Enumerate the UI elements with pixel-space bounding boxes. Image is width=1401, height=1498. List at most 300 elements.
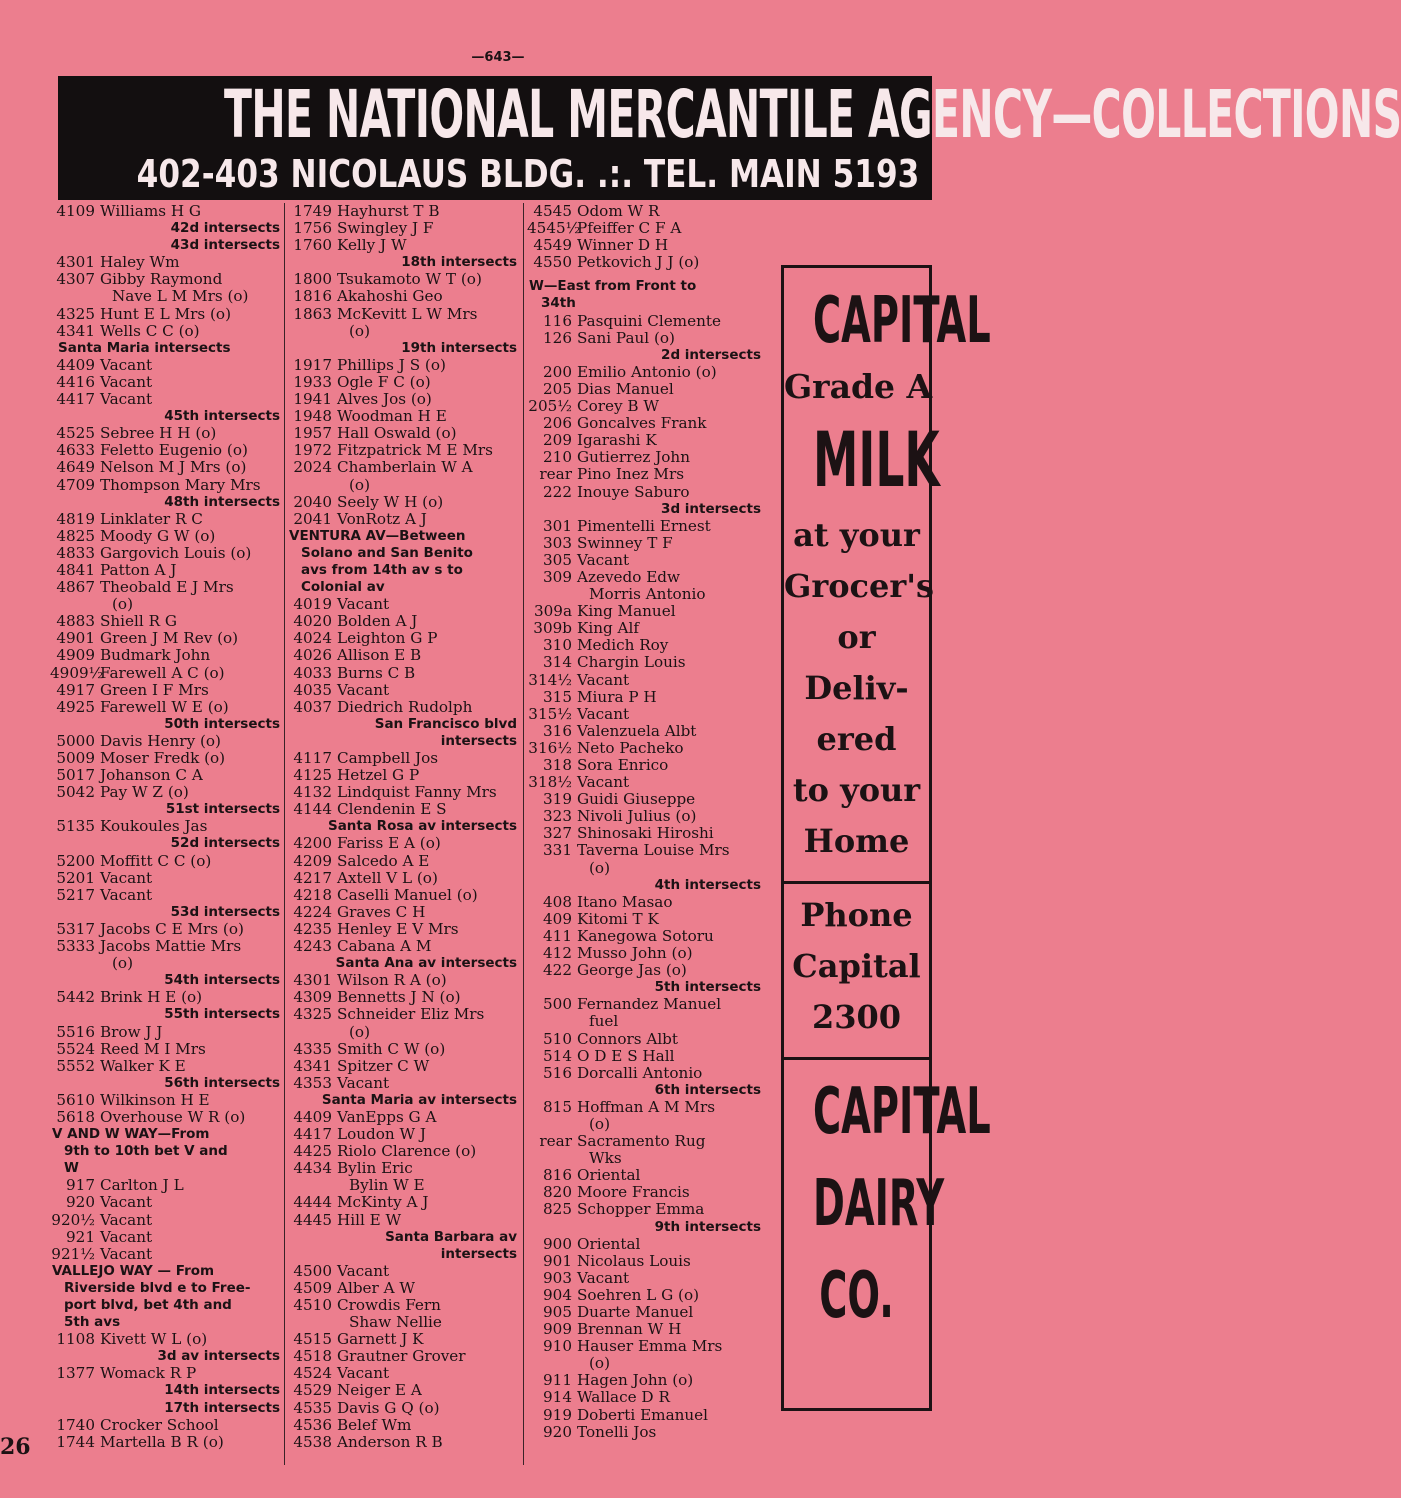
house-number: 4235 <box>293 919 332 938</box>
ad-phone-number: 2300 <box>811 998 902 1036</box>
house-number: 314½ <box>528 670 572 689</box>
house-number: 5552 <box>56 1056 95 1075</box>
resident-name: Bylin Eric <box>337 1159 413 1178</box>
directory-entry <box>287 1331 519 1348</box>
directory-entry <box>287 989 519 1006</box>
directory-entry <box>287 1041 519 1058</box>
resident-name: Loudon W J <box>337 1125 427 1144</box>
resident-name: Seely W H (o) <box>337 492 444 511</box>
directory-entry <box>50 767 282 784</box>
directory-entry <box>527 757 763 774</box>
resident-name: Linklater R C <box>100 509 203 528</box>
house-number: 4536 <box>293 1415 332 1434</box>
directory-entry <box>527 1338 763 1355</box>
directory-entry <box>527 996 763 1013</box>
intersection-label: 51st intersects <box>165 801 280 818</box>
house-number: 4218 <box>293 885 332 904</box>
directory-entry <box>527 203 763 220</box>
directory-entry <box>287 1058 519 1075</box>
house-number: 5000 <box>56 731 95 750</box>
directory-entry <box>50 459 282 476</box>
ad-divider <box>784 1057 929 1060</box>
ad-dairy-line: CO. <box>819 1259 894 1333</box>
directory-entry <box>287 613 519 630</box>
resident-name: (o) <box>349 475 370 494</box>
directory-entry <box>50 203 282 220</box>
resident-name: McKevitt L W Mrs <box>337 304 478 323</box>
directory-entry <box>50 425 282 442</box>
ad-dairy-line: CAPITAL <box>813 1075 991 1149</box>
house-number: 1948 <box>293 407 332 426</box>
resident-name: Lindquist Fanny Mrs <box>337 783 497 802</box>
directory-entry <box>50 733 282 750</box>
resident-name: Valenzuela Albt <box>577 721 697 740</box>
directory-entry <box>50 955 282 972</box>
house-number: 1377 <box>56 1364 95 1383</box>
resident-name: King Manuel <box>577 602 676 621</box>
resident-name: Pfeiffer C F A <box>577 219 682 238</box>
directory-entry <box>50 750 282 767</box>
resident-name: Miura P H <box>577 687 657 706</box>
column-rule <box>284 203 285 1465</box>
house-number: 4425 <box>293 1142 332 1161</box>
house-number: 318½ <box>528 773 572 792</box>
resident-name: Reed M I Mrs <box>100 1039 206 1058</box>
street-heading: port blvd, bet 4th and <box>64 1297 232 1313</box>
directory-entry <box>287 1434 519 1451</box>
house-number: 4417 <box>293 1125 332 1144</box>
house-number: 4033 <box>293 663 332 682</box>
house-number: 331 <box>543 841 572 860</box>
house-number: 2040 <box>293 492 332 511</box>
directory-entry <box>287 1126 519 1143</box>
directory-entry <box>527 535 763 552</box>
resident-name: Musso John (o) <box>577 944 693 963</box>
directory-entry <box>527 1013 763 1030</box>
house-number: 4819 <box>56 509 95 528</box>
house-number: 920 <box>543 1422 572 1441</box>
resident-name: fuel <box>589 1012 619 1031</box>
resident-name: Brink H E (o) <box>100 988 203 1007</box>
resident-name: Thompson Mary Mrs <box>100 475 261 494</box>
house-number <box>287 1314 337 1331</box>
resident-name: Feletto Eugenio (o) <box>100 441 248 460</box>
resident-name: Tsukamoto W T (o) <box>337 270 482 289</box>
house-number: 911 <box>543 1371 572 1390</box>
house-number: 4301 <box>293 971 332 990</box>
directory-entry <box>527 689 763 706</box>
resident-name: Doberti Emanuel <box>577 1405 709 1424</box>
directory-entry <box>287 425 519 442</box>
resident-name: Kivett W L (o) <box>100 1330 208 1349</box>
resident-name: Nivoli Julius (o) <box>577 807 697 826</box>
house-number: 921 <box>66 1227 95 1246</box>
directory-entry <box>527 484 763 501</box>
house-number: 408 <box>543 892 572 911</box>
directory-entry <box>50 1092 282 1109</box>
house-number: 5201 <box>56 868 95 887</box>
ad-line: at your <box>793 516 920 554</box>
directory-column-1 <box>50 203 282 1451</box>
house-number: 305 <box>543 550 572 569</box>
directory-entry <box>527 1116 763 1133</box>
directory-entry <box>527 1287 763 1304</box>
house-number: 4518 <box>293 1347 332 1366</box>
house-number: 303 <box>543 533 572 552</box>
resident-name: Koukoules Jas <box>100 817 208 836</box>
resident-name: Overhouse W R (o) <box>100 1107 246 1126</box>
directory-entry <box>287 494 519 511</box>
directory-entry <box>527 586 763 603</box>
edge-page-number: 26 <box>0 1434 31 1460</box>
capital-dairy-advertisement <box>781 265 991 1411</box>
resident-name: Vacant <box>337 1364 390 1383</box>
house-number: 4037 <box>293 697 332 716</box>
house-number: 4353 <box>293 1073 332 1092</box>
directory-entry <box>527 1167 763 1184</box>
directory-entry <box>287 1177 519 1194</box>
house-number <box>287 1024 337 1041</box>
house-number: 4633 <box>56 441 95 460</box>
resident-name: Vacant <box>100 1244 153 1263</box>
ad-line: or <box>837 618 876 656</box>
intersection-label: 3d av intersects <box>157 1348 280 1365</box>
directory-entry <box>50 1417 282 1434</box>
house-number: 4209 <box>293 851 332 870</box>
resident-name: Davis Henry (o) <box>100 731 221 750</box>
intersection-label: 43d intersects <box>170 237 280 254</box>
house-number: 4035 <box>293 680 332 699</box>
directory-entry <box>287 1024 519 1041</box>
house-number: 1740 <box>56 1415 95 1434</box>
house-number: rear <box>539 1132 572 1151</box>
resident-name: Patton A J <box>100 560 177 579</box>
house-number: 5217 <box>56 885 95 904</box>
house-number: 4524 <box>293 1364 332 1383</box>
directory-entry <box>287 1194 519 1211</box>
house-number <box>50 596 100 613</box>
house-number: 4409 <box>56 355 95 374</box>
resident-name: Riolo Clarence (o) <box>337 1142 477 1161</box>
directory-entry <box>527 398 763 415</box>
house-number: 1957 <box>293 424 332 443</box>
intersection-label: 9th intersects <box>654 1218 761 1235</box>
directory-entry <box>527 654 763 671</box>
resident-name: (o) <box>349 1022 370 1041</box>
house-number: 1800 <box>293 270 332 289</box>
resident-name: Gibby Raymond <box>100 270 223 289</box>
house-number: 411 <box>543 926 572 945</box>
intersection-label: 45th intersects <box>164 408 280 425</box>
directory-entry <box>287 1400 519 1417</box>
ad-line: Home <box>803 822 910 860</box>
house-number: 5516 <box>56 1022 95 1041</box>
resident-name: Salcedo A E <box>337 851 430 870</box>
directory-entry <box>527 1236 763 1253</box>
resident-name: Gargovich Louis (o) <box>100 543 252 562</box>
resident-name: Shaw Nellie <box>349 1313 442 1332</box>
directory-entry <box>527 860 763 877</box>
intersection-label: 2d intersects <box>661 346 761 363</box>
house-number: 314 <box>543 653 572 672</box>
directory-entry <box>287 442 519 459</box>
resident-name: Vacant <box>100 1193 153 1212</box>
resident-name: Ogle F C (o) <box>337 372 431 391</box>
house-number <box>527 1116 577 1133</box>
directory-entry <box>527 569 763 586</box>
house-number: 4901 <box>56 629 95 648</box>
resident-name: Soehren L G (o) <box>577 1285 700 1304</box>
directory-entry <box>287 477 519 494</box>
house-number: 4545 <box>533 202 572 220</box>
house-number: 323 <box>543 807 572 826</box>
directory-entry <box>527 364 763 381</box>
house-number: 1756 <box>293 219 332 238</box>
resident-name: Bolden A J <box>337 612 418 631</box>
house-number: 205½ <box>528 397 572 416</box>
house-number: 2024 <box>293 458 332 477</box>
directory-entry <box>527 330 763 347</box>
resident-name: Kelly J W <box>337 236 407 255</box>
directory-entry <box>527 1321 763 1338</box>
house-number: 4417 <box>56 390 95 409</box>
resident-name: Haley Wm <box>100 253 180 272</box>
directory-entry <box>527 1304 763 1321</box>
directory-entry <box>527 1065 763 1082</box>
directory-column-3 <box>527 203 763 1441</box>
directory-entry <box>287 682 519 699</box>
resident-name: Sora Enrico <box>577 756 669 774</box>
resident-name: Chamberlain W A <box>337 458 473 477</box>
house-number <box>287 1177 337 1194</box>
house-number: 4434 <box>293 1159 332 1178</box>
directory-entry <box>50 288 282 305</box>
directory-entry <box>527 842 763 859</box>
directory-entry <box>287 203 519 220</box>
directory-entry <box>287 1263 519 1280</box>
ad-line: ered <box>816 720 897 758</box>
resident-name: Green I F Mrs <box>100 680 209 699</box>
resident-name: Inouye Saburo <box>577 482 690 501</box>
resident-name: Sacramento Rug <box>577 1132 706 1151</box>
directory-entry <box>527 928 763 945</box>
resident-name: Vacant <box>577 773 630 792</box>
directory-entry <box>50 647 282 664</box>
resident-name: McKinty A J <box>337 1193 429 1212</box>
directory-entry <box>50 528 282 545</box>
directory-entry <box>287 767 519 784</box>
house-number: 309b <box>533 619 572 638</box>
intersection-label: 42d intersects <box>170 220 280 237</box>
directory-entry <box>50 989 282 1006</box>
house-number: 1933 <box>293 372 332 391</box>
resident-name: Hoffman A M Mrs <box>577 1097 716 1116</box>
ad-milk-heading: MILK <box>813 415 940 504</box>
directory-entry <box>287 357 519 374</box>
resident-name: Garnett J K <box>337 1330 424 1349</box>
directory-entry <box>287 511 519 528</box>
intersection-label: Santa Ana av intersects <box>335 955 517 972</box>
directory-entry <box>50 511 282 528</box>
house-number: 920½ <box>51 1210 95 1229</box>
directory-entry <box>527 1201 763 1218</box>
intersection-label: 3d intersects <box>661 500 761 517</box>
resident-name: Nelson M J Mrs (o) <box>100 458 247 477</box>
house-number: 5618 <box>56 1107 95 1126</box>
street-heading: Riverside blvd e to Free- <box>64 1279 251 1296</box>
intersection-label: Santa Maria intersects <box>58 339 231 356</box>
resident-name: Alber A W <box>337 1278 416 1297</box>
directory-entry <box>50 1365 282 1382</box>
house-number <box>527 1013 577 1030</box>
agency-banner <box>58 76 1401 200</box>
resident-name: Vacant <box>100 1210 153 1229</box>
directory-entry <box>50 1229 282 1246</box>
house-number: 4307 <box>56 270 95 289</box>
directory-entry <box>287 459 519 476</box>
resident-name: Wilson R A (o) <box>337 971 447 990</box>
ad-line: Deliv- <box>804 669 909 707</box>
directory-entry <box>527 962 763 979</box>
house-number: 921½ <box>51 1244 95 1263</box>
directory-entry <box>287 972 519 989</box>
house-number: 210 <box>543 448 572 467</box>
directory-entry <box>287 1297 519 1314</box>
ad-grade-text: Grade A <box>784 367 933 406</box>
resident-name: Vacant <box>337 1073 390 1092</box>
resident-name: Henley E V Mrs <box>337 919 459 938</box>
directory-entry <box>527 415 763 432</box>
house-number: 1816 <box>293 287 332 306</box>
house-number: 903 <box>543 1268 572 1287</box>
resident-name: Fernandez Manuel <box>577 995 722 1014</box>
directory-entry <box>287 1006 519 1023</box>
house-number: 5135 <box>56 817 95 836</box>
house-number: 4409 <box>293 1107 332 1126</box>
house-number: 4125 <box>293 766 332 785</box>
resident-name: Moore Francis <box>577 1183 690 1202</box>
ad-phone-line: Phone <box>800 896 913 934</box>
resident-name: Gutierrez John <box>577 448 690 467</box>
resident-name: Hill E W <box>337 1210 402 1229</box>
house-number: 4019 <box>293 595 332 614</box>
house-number: 4325 <box>56 304 95 323</box>
resident-name: Connors Albt <box>577 1029 679 1048</box>
house-number: 4535 <box>293 1398 332 1417</box>
directory-entry <box>50 818 282 835</box>
resident-name: Wks <box>589 1149 622 1168</box>
house-number: 316 <box>543 721 572 740</box>
house-number: 1749 <box>293 202 332 220</box>
house-number: 4444 <box>293 1193 332 1212</box>
intersection-label: 53d intersects <box>170 903 280 920</box>
resident-name: Diedrich Rudolph <box>337 697 473 716</box>
resident-name: Itano Masao <box>577 892 673 911</box>
street-heading: V AND W WAY—From <box>52 1126 210 1143</box>
resident-name: Moody G W (o) <box>100 526 216 545</box>
resident-name: Corey B W <box>577 397 660 416</box>
resident-name: Guidi Giuseppe <box>577 790 696 809</box>
house-number: 4545½ <box>527 219 581 238</box>
house-number: 4525 <box>56 424 95 443</box>
house-number: 920 <box>66 1193 95 1212</box>
resident-name: Duarte Manuel <box>577 1303 694 1321</box>
house-number <box>287 323 337 340</box>
street-heading: avs from 14th av s to <box>301 561 463 578</box>
directory-entry <box>50 579 282 596</box>
resident-name: Odom W R <box>577 202 660 220</box>
house-number: 905 <box>543 1303 572 1321</box>
directory-entry <box>287 306 519 323</box>
ad-line: to your <box>792 771 921 809</box>
house-number <box>287 477 337 494</box>
house-number: 126 <box>543 328 572 347</box>
house-number: 319 <box>543 790 572 809</box>
resident-name: Clendenin E S <box>337 800 447 819</box>
house-number <box>527 586 577 603</box>
resident-name: Morris Antonio <box>589 585 706 604</box>
resident-name: Moser Fredk (o) <box>100 749 226 767</box>
directory-entry <box>527 313 763 330</box>
resident-name: Crowdis Fern <box>337 1296 441 1314</box>
resident-name: Vacant <box>100 355 153 374</box>
house-number: 4529 <box>293 1381 332 1400</box>
directory-entry <box>50 1194 282 1211</box>
directory-entry <box>527 1424 763 1441</box>
street-heading: W—East from Front to <box>529 278 697 295</box>
house-number: 4026 <box>293 646 332 665</box>
resident-name: Allison E B <box>337 646 422 665</box>
house-number: 412 <box>543 944 572 963</box>
resident-name: George Jas (o) <box>577 961 687 980</box>
resident-name: Crocker School <box>100 1415 219 1434</box>
resident-name: Campbell Jos <box>337 749 439 767</box>
resident-name: Brow J J <box>100 1022 163 1041</box>
house-number: 904 <box>543 1285 572 1304</box>
house-number: 4200 <box>293 834 332 853</box>
directory-entry <box>50 442 282 459</box>
intersection-label: 18th intersects <box>401 254 517 271</box>
resident-name: Caselli Manuel (o) <box>337 885 478 904</box>
house-number: 1108 <box>56 1330 95 1349</box>
directory-entry <box>50 306 282 323</box>
house-number: 4649 <box>56 458 95 477</box>
resident-name: Grautner Grover <box>337 1347 466 1366</box>
house-number <box>527 860 577 877</box>
directory-entry <box>287 1280 519 1297</box>
house-number: 4867 <box>56 578 95 597</box>
resident-name: VonRotz A J <box>337 509 427 528</box>
resident-name: Vacant <box>577 1268 630 1287</box>
directory-entry <box>50 1058 282 1075</box>
directory-entry <box>287 904 519 921</box>
column-rule <box>523 203 524 1465</box>
house-number: 914 <box>543 1388 572 1407</box>
intersection-label: 48th intersects <box>164 493 280 510</box>
house-number: 1917 <box>293 355 332 374</box>
house-number: 4515 <box>293 1330 332 1349</box>
directory-entry <box>287 750 519 767</box>
directory-entry <box>527 1270 763 1287</box>
intersection-label: intersects <box>440 732 517 749</box>
directory-entry <box>50 1434 282 1451</box>
directory-entry <box>287 853 519 870</box>
resident-name: Bylin W E <box>349 1176 425 1195</box>
resident-name: Winner D H <box>577 236 669 255</box>
intersection-label: Santa Maria av intersects <box>321 1091 517 1108</box>
house-number: 4909 <box>56 646 95 665</box>
house-number: 310 <box>543 636 572 655</box>
